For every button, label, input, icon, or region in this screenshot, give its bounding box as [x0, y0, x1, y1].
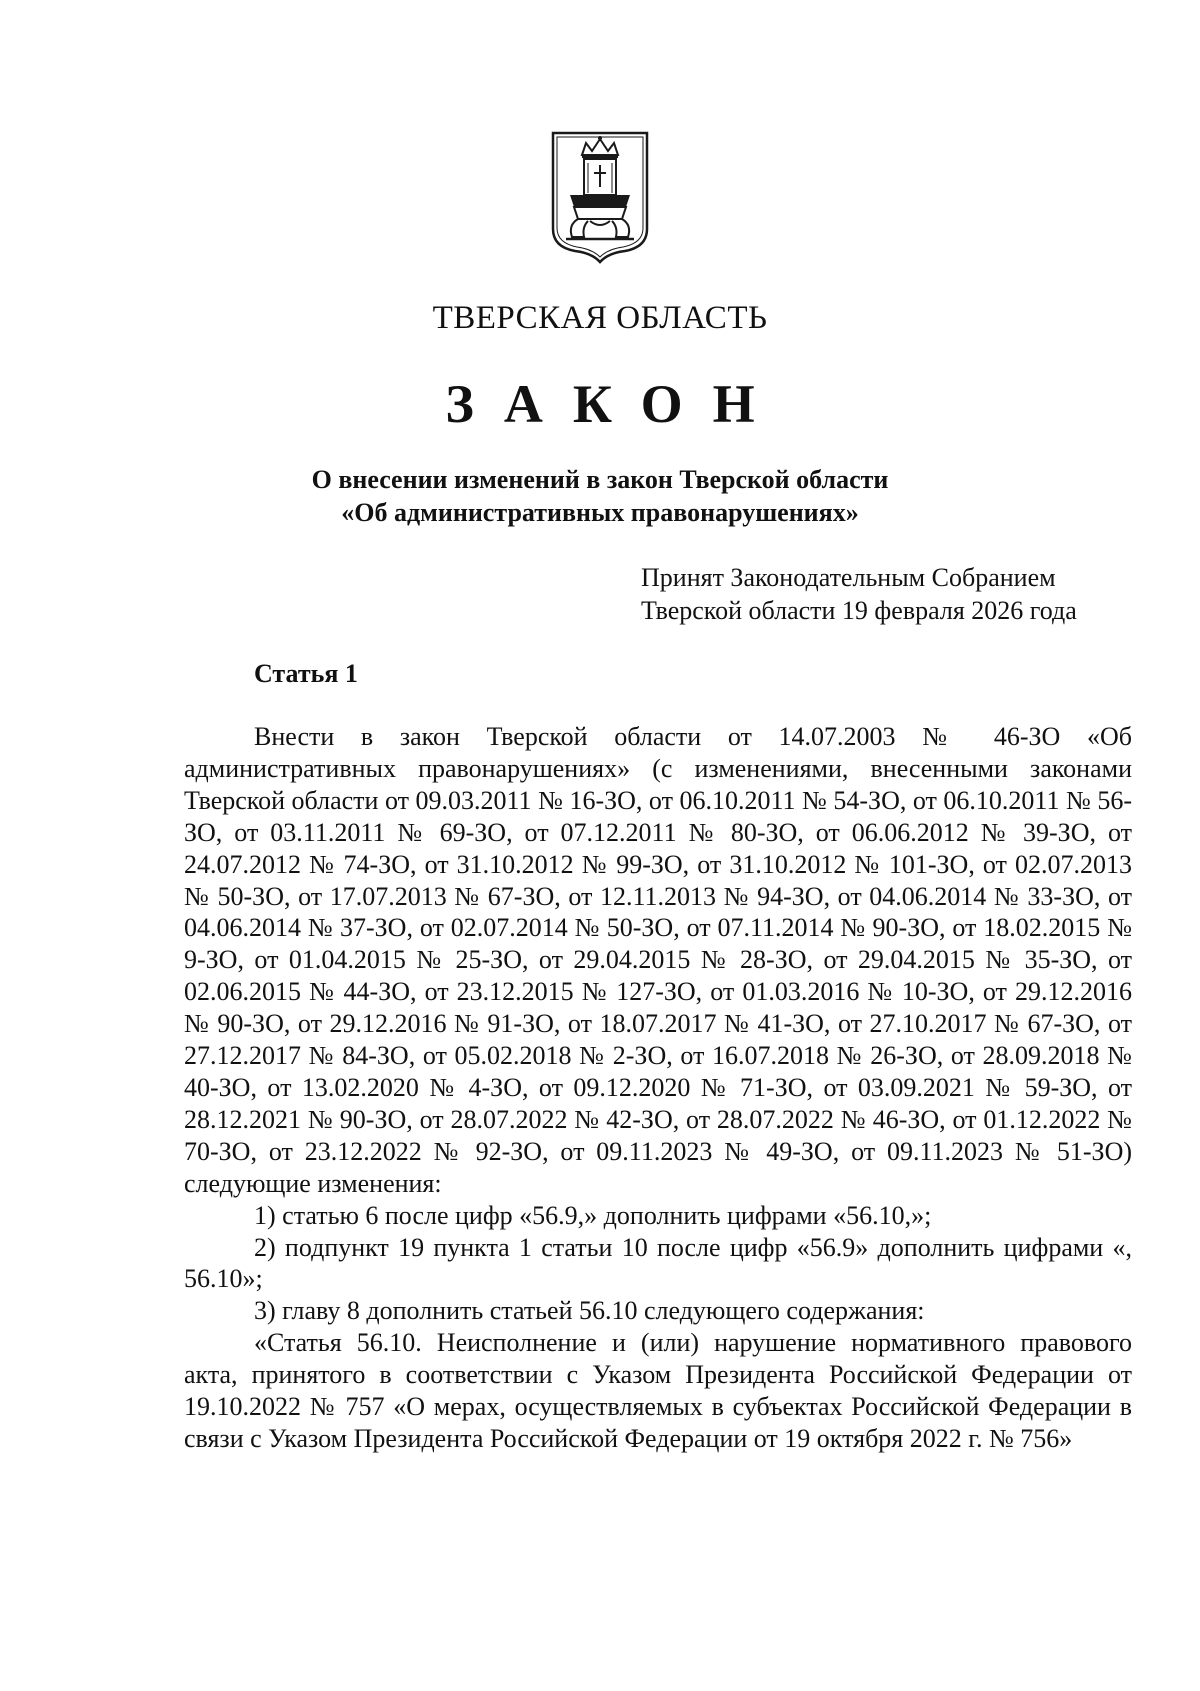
- law-title-line-2: «Об административных правонарушениях»: [341, 498, 859, 527]
- amendment-item-2: 2) подпункт 19 пункта 1 статьи 10 после цифр «56.9» дополнить цифрами «, 56.10»;: [184, 1232, 1132, 1294]
- law-title: [0, 463, 1200, 529]
- adoption-note: [641, 561, 1077, 627]
- article-intro-paragraph: Внести в закон Тверской области от 14.07.2003 № 46-ЗО «Об административных правонарушениях» (с изменениями, внесенными законами Тверской области от 09.03.2011 № 16-ЗО, от 06.10.2011 № 54-ЗО, от 06.10.2011 № 56-ЗО, от 03.11.2011 № 69-ЗО, от 07.12.2011 № 80-ЗО, от 06.06.2012 № 39-ЗО, от 24.07.2012 № 74-ЗО, от 31.10.2012 № 99-ЗО, от 31.10.2012 № 101-ЗО, от 02.07.2013 № 50-ЗО, от 17.07.2013 № 67-ЗО, от 12.11.2013 № 94-ЗО, от 04.06.2014 № 33-ЗО, от 04.06.2014 № 37-ЗО, от 02.07.2014 № 50-ЗО, от 07.11.2014 № 90-ЗО, от 18.02.2015 № 9-ЗО, от 01.04.2015 № 25-ЗО, от 29.04.2015 № 28-ЗО, от 29.04.2015 № 35-ЗО, от 02.06.2015 № 44-ЗО, от 23.12.2015 № 127-ЗО, от 01.03.2016 № 10-ЗО, от 29.12.2016 № 90-ЗО, от 29.12.2016 № 91-ЗО, от 18.07.2017 № 41-ЗО, от 27.10.2017 № 67-ЗО, от 27.12.2017 № 84-ЗО, от 05.02.2018 № 2-ЗО, от 16.07.2018 № 26-ЗО, от 28.09.2018 № 40-ЗО, от 13.02.2020 № 4-ЗО, от 09.12.2020 № 71-ЗО, от 03.09.2021 № 59-ЗО, от 28.12.2021 № 90-ЗО, от 28.07.2022 № 42-ЗО, от 28.07.2022 № 46-ЗО, от 01.12.2022 № 70-ЗО, от 23.12.2022 № 92-ЗО, от 09.11.2023 № 49-ЗО, от 09.11.2023 № 51-ЗО) следующие изменения:: [184, 722, 1132, 1198]
- law-title-line-1: О внесении изменений в закон Тверской области: [311, 465, 889, 494]
- amendment-item-1: 1) статью 6 после цифр «56.9,» дополнить цифрами «56.10,»;: [254, 1200, 932, 1230]
- region-heading: ТВЕРСКАЯ ОБЛАСТЬ: [432, 300, 768, 336]
- article-body: [184, 721, 1132, 1455]
- article-heading: Статья 1: [254, 659, 358, 688]
- document-type-heading: ЗАКОН: [445, 374, 785, 434]
- adoption-note-line-2: Тверской области 19 февраля 2026 года: [641, 596, 1077, 625]
- adoption-note-line-1: Принят Законодательным Собранием: [641, 563, 1056, 592]
- amendment-item-3: 3) главу 8 дополнить статьей 56.10 следующего содержания:: [254, 1296, 925, 1326]
- quoted-article-text: «Статья 56.10. Неисполнение и (или) нарушение нормативного правового акта, принятого в соответствии с Указом Президента Российской Федерации от 19.10.2022 № 757 «О мерах, осуществляемых в субъектах Российской Федерации в связи с Указом Президента Российской Федерации от 19 октября 2022 г. № 756»: [184, 1328, 1132, 1453]
